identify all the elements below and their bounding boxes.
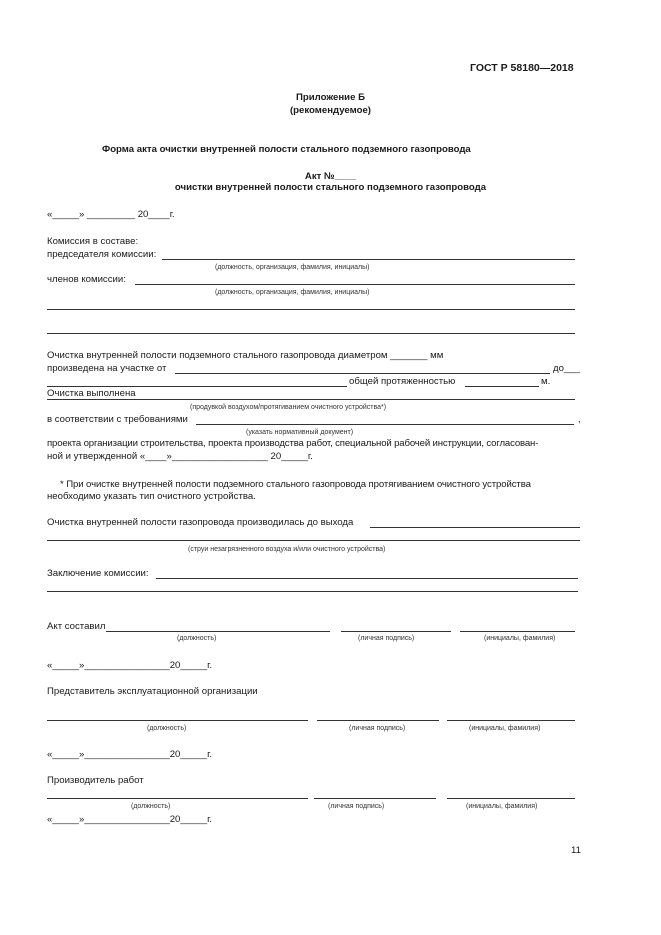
section-label: произведена на участке от [47,363,167,374]
requirements-fill-line [196,424,574,425]
commission-heading: Комиссия в составе: [47,236,139,247]
producer-date: «_____»________________20_____г. [47,814,213,825]
producer-initials-caption: (инициалы, фамилия) [466,803,538,810]
length-fill-line [465,386,539,387]
operator-initials-line [447,720,575,721]
conclusion-extra-line [47,591,578,592]
members-extra-line-1 [47,309,575,310]
exit-label: Очистка внутренней полости газопровода производилась до выхода [47,517,354,528]
members-caption: (должность, организация, фамилия, инициалы) [215,289,370,296]
footnote-line-1: * При очистке внутренней полости подземного стального газопровода протягиванием очистного устройства [60,479,531,490]
length-label: общей протяженностью [349,376,456,387]
performed-caption: (продувкой воздухом/протягиванием очистного устройства*) [190,404,387,411]
conclusion-fill-line [156,578,578,579]
chair-fill-line [162,259,575,260]
members-fill-line [135,284,575,285]
producer-label: Производитель работ [47,775,144,786]
author-date: «_____»________________20_____г. [47,660,213,671]
page-number: 11 [571,845,581,856]
length-unit: м. [541,376,551,387]
author-signature-caption: (личная подпись) [358,635,415,642]
chair-caption: (должность, организация, фамилия, инициалы) [215,264,370,271]
exit-fill-line [370,527,580,528]
author-initials-line [460,631,575,632]
project-line-2: ной и утвержденной «____»__________________ 20_____г. [47,451,313,462]
requirements-end: , [578,414,581,425]
diameter-text: Очистка внутренней полости подземного стального газопровода диаметром _______ мм [47,350,444,361]
producer-initials-line [447,798,575,799]
requirements-caption: (указать нормативный документ) [246,429,354,436]
producer-position-caption: (должность) [131,803,171,810]
operator-date: «_____»________________20_____г. [47,749,213,760]
act-number: Акт №____ [304,171,357,182]
operator-label: Представитель эксплуатационной организации [47,686,258,697]
operator-signature-line [317,720,439,721]
operator-signature-caption: (личная подпись) [349,725,406,732]
author-label: Акт составил [47,621,106,632]
chair-label: председателя комиссии: [47,249,157,260]
members-label: членов комиссии: [47,274,126,285]
appendix-subtitle: (рекомендуемое) [289,105,371,116]
section-to: до___ [553,363,580,374]
author-position-line [106,631,330,632]
performed-fill-line [47,399,575,400]
producer-position-line [47,798,308,799]
operator-initials-caption: (инициалы, фамилия) [469,725,541,732]
exit-caption: (струи незагрязненного воздуха и/или очистного устройства) [188,546,386,553]
section-fill-line [175,373,550,374]
date-top: «_____» _________ 20____г. [47,209,175,220]
conclusion-label: Заключение комиссии: [47,568,149,579]
author-initials-caption: (инициалы, фамилия) [484,635,556,642]
author-signature-line [341,631,451,632]
producer-signature-line [314,798,436,799]
requirements-label: в соответствии с требованиями [47,414,188,425]
act-title: очистки внутренней полости стального подземного газопровода [174,182,487,193]
operator-position-line [47,720,308,721]
footnote-line-2: необходимо указать тип очистного устройства. [47,491,256,502]
producer-signature-caption: (личная подпись) [328,803,385,810]
project-line-1: проекта организации строительства, проекта производства работ, специальной рабочей инструкции, согласован- [47,438,539,449]
performed-label: Очистка выполнена [47,388,136,399]
appendix-title: Приложение Б [296,92,365,103]
operator-position-caption: (должность) [147,725,187,732]
standard-number: ГОСТ Р 58180—2018 [470,62,574,74]
length-start-line [47,386,347,387]
members-extra-line-2 [47,333,575,334]
exit-extra-line [47,540,580,541]
author-position-caption: (должность) [177,635,217,642]
form-title: Форма акта очистки внутренней полости стального подземного газопровода [102,144,471,155]
